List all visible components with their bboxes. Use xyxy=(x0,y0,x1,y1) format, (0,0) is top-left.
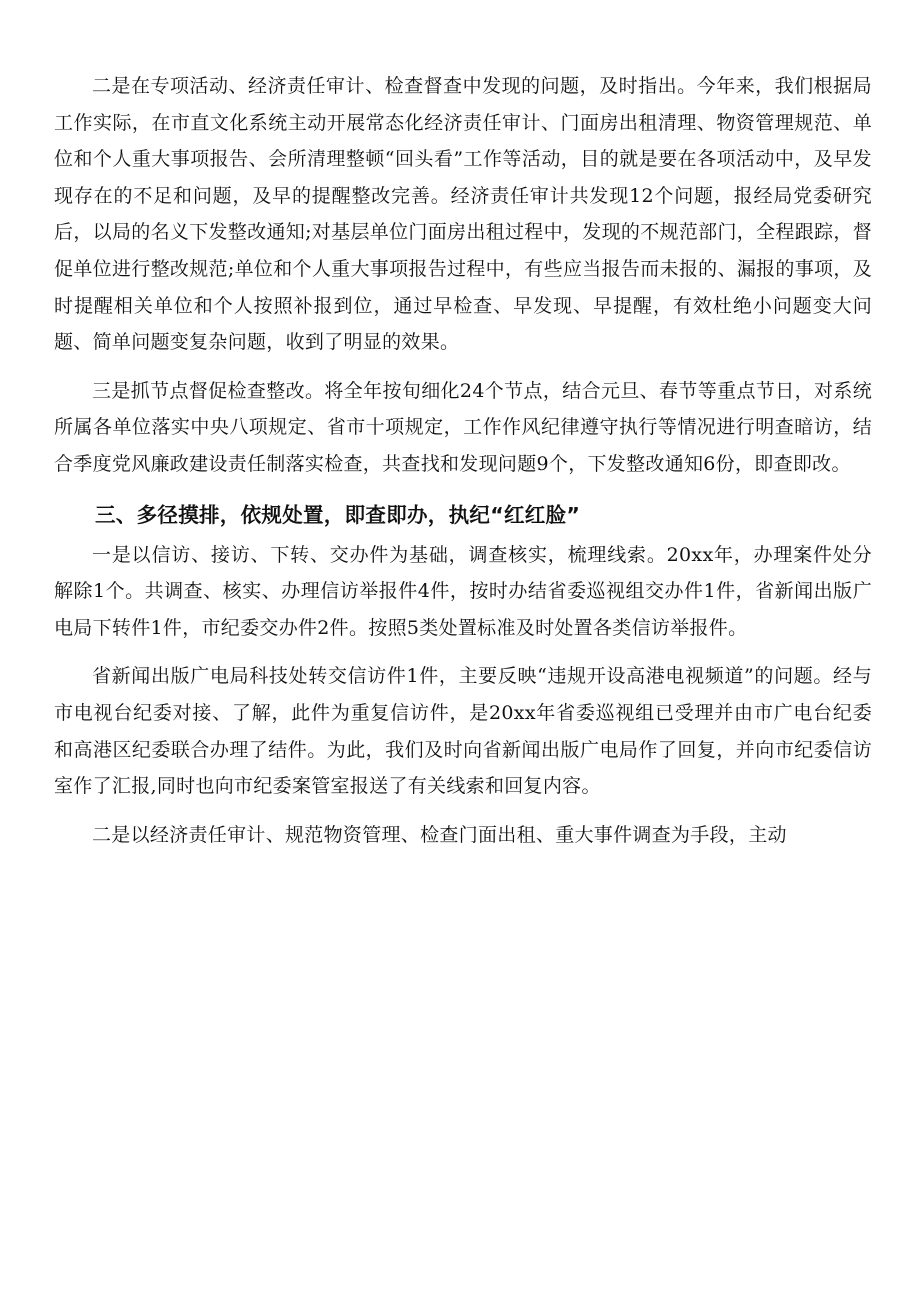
section-heading: 三、多径摸排，依规处置，即查即办，执纪“红红脸” xyxy=(95,502,581,527)
paragraph-gap xyxy=(54,646,872,658)
paragraph-audit-means: 二是以经济责任审计、规范物资管理、检查门面出租、重大事件调查为手段，主动 xyxy=(92,823,787,846)
paragraph-petition-basis: 一是以信访、接访、下转、交办件为基础，调查核实，梳理线索。20xx年，办理案件处分解除1个。共调查、核实、办理信访举报件4件，按时办结省委巡视组交办件1件，省新闻出版广电局下转件1件，市纪委交办件2件。按照5类处置标准及时处置各类信访举报件。 xyxy=(54,543,872,639)
paragraph-economic-audit: 二是在专项活动、经济责任审计、检查督查中发现的问题，及时指出。今年来，我们根据局工作实际，在市直文化系统主动开展常态化经济责任审计、门面房出租清理、物资管理规范、单位和个人重大事项报告、会所清理整顿“回头看”工作等活动，目的就是要在各项活动中，及早发现存在的不足和问题，及早的提醒整改完善。经济责任审计共发现12个问题，报经局党委研究后，以局的名义下发整改通知;对基层单位门面房出租过程中，发现的不规范部门，全程跟踪，督促单位进行整改规范;单位和个人重大事项报告过程中，有些应当报告而未报的、漏报的事项，及时提醒相关单位和个人按照补报到位，通过早检查、早发现、早提醒，有效杜绝小问题变大问题、简单问题变复杂问题，收到了明显的效果。 xyxy=(54,75,872,354)
paragraph-petition-case: 省新闻出版广电局科技处转交信访件1件，主要反映“违规开设高港电视频道”的问题。经与市电视台纪委对接、了解，此件为重复信访件，是20xx年省委巡视组已受理并由市广电台纪委和高港区纪委联合办理了结件。为此，我们及时向省新闻出版广电局作了回复，并向市纪委信访室作了汇报,同时也向市纪委案管室报送了有关线索和回复内容。 xyxy=(54,665,872,798)
paragraph-gap xyxy=(54,805,872,817)
paragraph-gap xyxy=(54,361,872,373)
paragraph-node-inspection: 三是抓节点督促检查整改。将全年按旬细化24个节点，结合元旦、春节等重点节日，对系统所属各单位落实中央八项规定、省市十项规定，工作作风纪律遵守执行等情况进行明查暗访，结合季度党风廉政建设责任制落实检查，共查找和发现问题9个，下发整改通知6份，即查即改。 xyxy=(54,379,872,475)
